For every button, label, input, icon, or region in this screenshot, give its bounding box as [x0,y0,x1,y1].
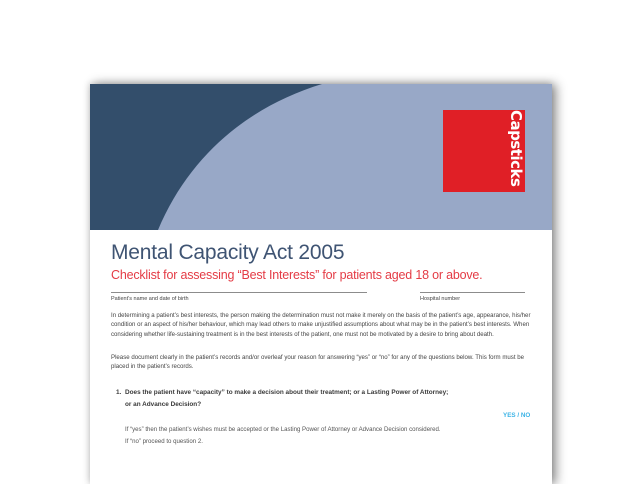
question-1-line1 [116,387,516,399]
hospital-number-field-line[interactable] [420,292,525,293]
question-text: Does the patient have “capacity” to make a decision about their treatment; or a Lasting Power of Attorney; [125,389,449,396]
question-1-note-line2: If “no” proceed to question 2. [125,438,203,445]
logo-text: Capsticks [507,110,525,187]
patient-name-label: Patient’s name and date of birth [111,296,189,302]
question-number: 1. [116,389,122,396]
question-1 [116,387,516,411]
instructions-paragraph: Please document clearly in the patient’s records and/or overleaf your reason for answering “yes” or “no” for any of the questions below. This form must be placed in the patient’s records. [111,354,525,371]
capsticks-logo [443,110,525,192]
patient-name-field-line[interactable] [111,292,367,293]
hospital-number-label: Hospital number [420,296,461,302]
document-subtitle: Checklist for assessing “Best Interests” for patients aged 18 or above. [111,268,483,282]
document-page [90,84,552,484]
document-title: Mental Capacity Act 2005 [111,241,345,264]
question-1-line2: or an Advance Decision? [125,401,202,408]
document-header-banner [90,84,552,230]
question-1-yes-no[interactable]: YES / NO [503,412,531,419]
question-1-note [125,424,441,448]
intro-paragraph: In determining a patient’s best interests, the person making the determination must not make it merely on the basis of the patient’s age, appearance, his/her condition or an aspect of his/her behaviour, which may lead others to make unjustified assumptions about what may be in the patient’s best interests. When considering whether life-sustaining treatment is in the best interests of the patient, one must not be motivated by a desire to bring about death. [111,312,531,338]
question-1-note-line1: If “yes” then the patient’s wishes must be accepted or the Lasting Power of Attorney or Advance Decision considered. [125,426,441,433]
